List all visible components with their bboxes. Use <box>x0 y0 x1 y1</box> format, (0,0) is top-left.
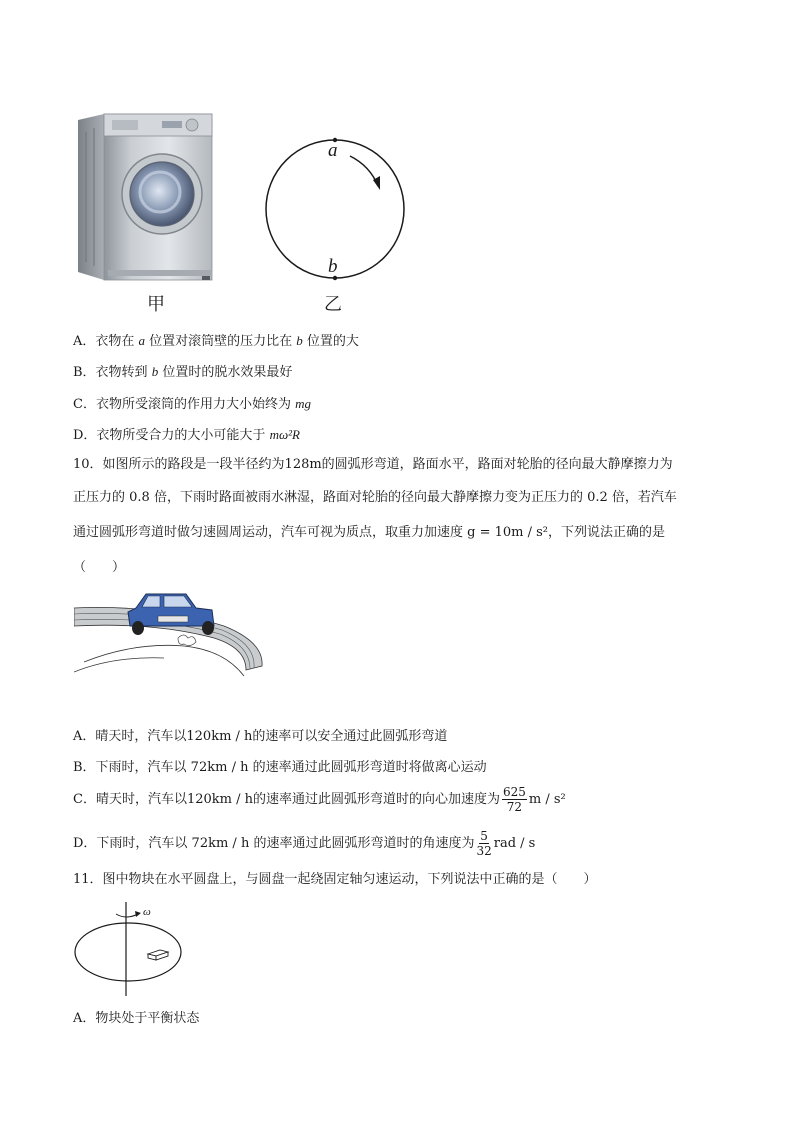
q11-option-a: A．物块处于平衡状态 <box>73 1011 200 1026</box>
q10-stem-line3: 通过圆弧形弯道时做匀速圆周运动，汽车可视为质点，取重力加速度 g = 10m / s²，下列说法正确的是 <box>73 525 666 540</box>
q9-option-d: D．衣物所受合力的大小可能大于 mω²R <box>73 427 300 443</box>
rotation-arrow <box>350 156 378 186</box>
rotating-disk-figure <box>72 902 192 998</box>
figure-caption-yi: 乙 <box>324 294 342 315</box>
q10-answer-bracket: （ ） <box>73 560 126 575</box>
q10-option-c: C．晴天时，汽车以120km / h的速率通过此圆弧形弯道时的向心加速度为 $\frac{625}{72}$ m / s² <box>73 785 566 814</box>
q10-option-a: A．晴天时，汽车以120km / h的速率可以安全通过此圆弧形弯道 <box>73 729 448 744</box>
q9-option-c: C．衣物所受滚筒的作用力大小始终为 mg <box>73 396 311 412</box>
point-a-label: a <box>328 140 338 161</box>
q10-option-b: B．下雨时，汽车以 72km / h 的速率通过此圆弧形弯道时将做离心运动 <box>73 760 487 775</box>
omega-label: ω <box>143 906 151 918</box>
q9-option-b: B．衣物转到 b 位置时的脱水效果最好 <box>73 364 293 380</box>
q10-option-c-fraction: $\frac{625}{72}$ <box>502 785 526 814</box>
q10-option-d-fraction: $\frac{5}{32}$ <box>476 829 492 858</box>
q11-stem: 11．图中物块在水平圆盘上，与圆盘一起绕固定轴匀速运动，下列说法中正确的是（ ） <box>73 872 597 887</box>
q10-stem-line2: 正压力的 0.8 倍，下雨时路面被雨水淋湿，路面对轮胎的径向最大静摩擦力变为正压力的 0.2 倍，若汽车 <box>73 490 677 505</box>
point-b-label: b <box>328 256 338 277</box>
q10-stem-line1: 10．如图所示的路段是一段半径约为128m的圆弧形弯道，路面水平，路面对轮胎的径向最大静摩擦力为 <box>73 457 673 472</box>
q10-option-d: D．下雨时，汽车以 72km / h 的速率通过此圆弧形弯道时的角速度为 $\frac{5}{32}$ rad / s <box>73 829 536 858</box>
figure-caption-jia: 甲 <box>147 294 165 315</box>
washing-machine-figure <box>74 112 216 284</box>
car-on-curve-figure <box>74 586 266 680</box>
q9-option-a: A．衣物在 a 位置对滚筒壁的压力比在 b 位置的大 <box>73 333 359 349</box>
